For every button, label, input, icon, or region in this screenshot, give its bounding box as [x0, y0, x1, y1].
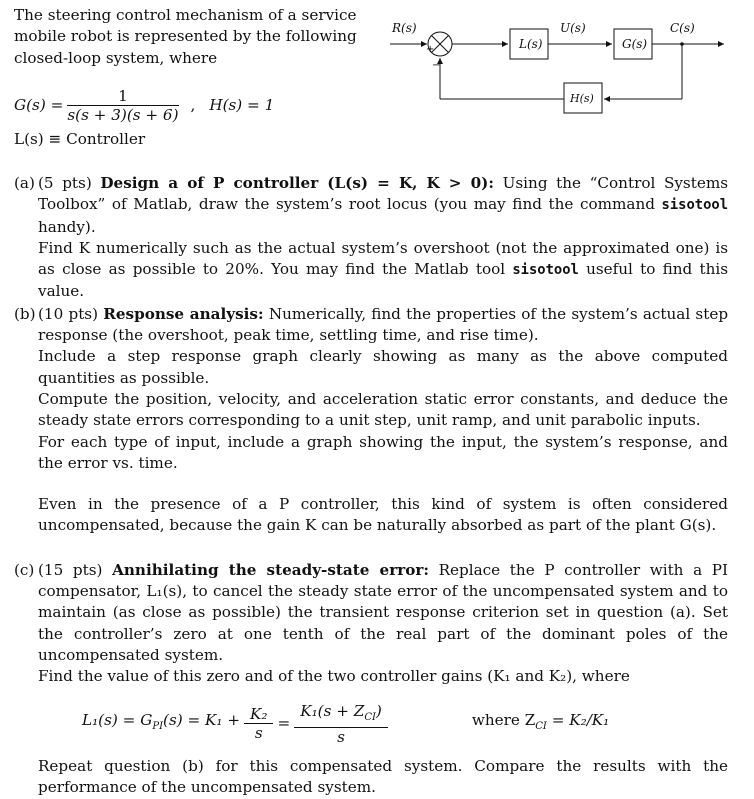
r-label: R(s) — [392, 21, 417, 35]
question-list — [14, 173, 728, 799]
question-a-points: (5 pts) — [38, 174, 92, 192]
question-c-para1 — [38, 560, 728, 666]
pi-frac2-den: s — [337, 727, 345, 746]
plant-equation — [14, 87, 274, 124]
pi-eq-equals: = — [277, 713, 291, 732]
question-c-label: (c) — [14, 560, 35, 579]
question-b-points: (10 pts) — [38, 304, 99, 323]
question-a-body1-end: handy). — [38, 217, 96, 236]
question-b — [14, 304, 728, 537]
question-c-para2: Find the value of this zero and of the two controller gains (K₁ and K₂), where — [38, 667, 630, 686]
question-a — [14, 173, 728, 303]
intro-paragraph — [14, 5, 384, 69]
block-diagram-svg — [388, 10, 748, 116]
question-a-body2-end: useful to find this value. — [38, 260, 729, 301]
g-fraction — [67, 87, 178, 124]
question-c-title: Annihilating the steady-state error: — [112, 560, 429, 579]
question-b-para2: Include a step response graph clearly showing as many as the above computed quantities as possible. — [38, 347, 728, 387]
h-block-label: H(s) — [570, 92, 594, 105]
g-lhs: G(s) = — [14, 95, 64, 114]
question-a-command1: sisotool — [661, 197, 728, 214]
question-b-note: Even in the presence of a P controller, this kind of system is often considered uncompensated, because the gain K can be naturally absorbed as part of the plant G(s). — [38, 495, 728, 535]
pi-eq-lhs: $L_1(s) = G_{PI}(s) = K_1$ + — [82, 710, 241, 732]
intro-text: The steering control mechanism of a service mobile robot is represented by the following closed-loop system, where — [14, 6, 357, 67]
question-b-title: Response analysis: — [103, 304, 264, 323]
minus-sign: − — [432, 60, 441, 71]
zero-definition: where $Z_{CI} = K_2/K_1$ — [471, 710, 610, 732]
question-c — [14, 560, 728, 798]
question-a-body2: Find K numerically such as the actual system’s overshoot (not the approximated one) is as close as possible to 20%. You may find the Matlab tool — [38, 238, 728, 279]
question-a-command2: sisotool — [512, 262, 579, 279]
question-c-points: (15 pts) — [38, 560, 103, 579]
question-a-body1: Using the “Control Systems Toolbox” of Matlab, draw the system’s root locus (you may find the command — [38, 174, 729, 214]
pi-fraction-1 — [244, 705, 273, 742]
u-label: U(s) — [560, 21, 586, 35]
question-a-label: (a) — [14, 174, 35, 192]
g-numerator: 1 — [67, 87, 178, 106]
l-equation: L(s) ≡ Controller — [14, 130, 146, 148]
question-b-para1 — [38, 304, 728, 347]
l-block-label: L(s) — [519, 37, 543, 51]
pi-controller-equation — [82, 702, 728, 746]
plus-sign: + — [426, 44, 435, 55]
pi-frac1-den: s — [254, 724, 263, 743]
pi-frac1-num: K₂ — [244, 705, 273, 724]
question-a-para2 — [38, 238, 728, 303]
g-block-label: G(s) — [622, 37, 648, 51]
pi-frac2-num: $K_1(s + Z_{CI})$ — [294, 702, 388, 728]
question-b-para4: For each type of input, include a graph showing the input, the system’s response, and the error vs. time. — [38, 432, 728, 472]
equation-separator: , — [190, 95, 196, 114]
g-denominator: s(s + 3)(s + 6) — [67, 106, 179, 124]
question-a-para1 — [38, 173, 728, 238]
question-c-para3: Repeat question (b) for this compensated system. Compare the results with the performance of the uncompensated system. — [38, 756, 728, 796]
question-b-para3: Compute the position, velocity, and acceleration static error constants, and deduce the steady state errors corresponding to a unit step, unit ramp, and unit parabolic inputs. — [38, 389, 728, 430]
controller-definition — [14, 129, 145, 150]
c-label: C(s) — [670, 21, 695, 35]
question-c-body1: Replace the P controller with a PI compensator, L₁(s), to cancel the steady state error of the uncompensated system and to maintain (as close as possible) the transient response criterion set in question (a). Set the controller’s zero at one tenth of the real part of the dominant poles of the uncompensated system. — [38, 560, 729, 664]
question-a-title: Design a of P controller (L(s) = K, K > 0): — [100, 174, 494, 192]
pi-fraction-2 — [294, 702, 388, 746]
h-equation: H(s) = 1 — [209, 95, 275, 114]
block-diagram — [388, 10, 748, 116]
question-b-label: (b) — [14, 304, 36, 323]
question-b-body1: Numerically, find the properties of the system’s actual step response (the overshoot, peak time, settling time, and rise time). — [38, 304, 729, 345]
